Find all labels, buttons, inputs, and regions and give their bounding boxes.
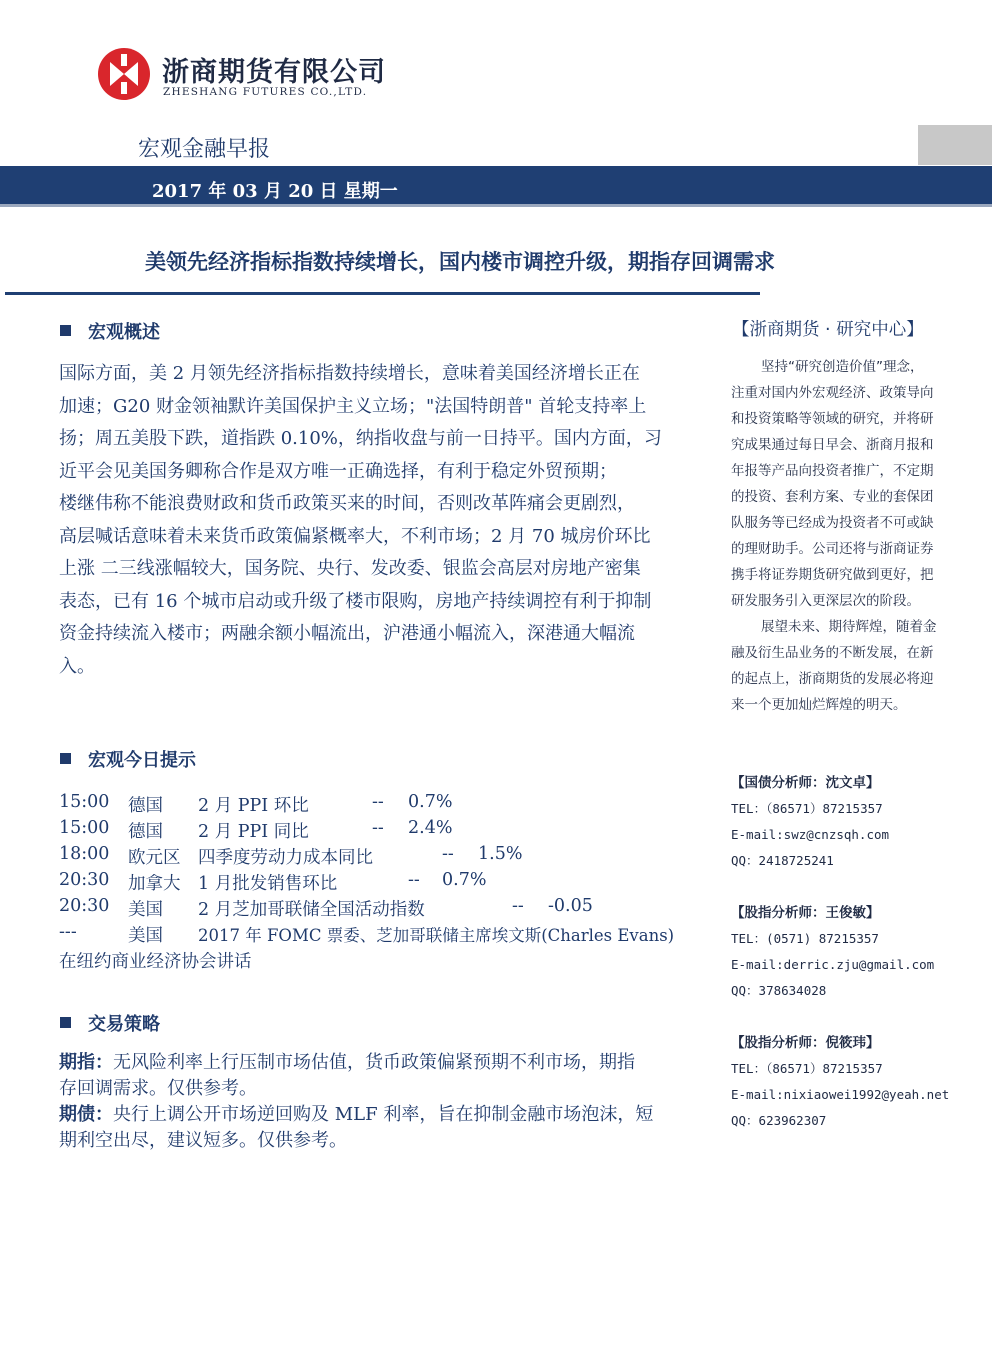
paragraph-line: 扬；周五美股下跌，道指跌 0.10%，纳指收盘与前一日持平。国内方面，习 [59,428,662,449]
sidebar-line: 坚持“研究创造价值”理念， [761,359,924,375]
analyst-email[interactable]: E-mail:swz@cnzsqh.com [731,827,890,842]
event-prev: -- [512,896,524,916]
event-region: 美国 [128,900,163,920]
sidebar-line: 研发服务引入更深层次的阶段。 [731,593,920,609]
paragraph-line: 资金持续流入楼市；两融余额小幅流出，沪港通小幅流入，深港通大幅流 [59,623,635,644]
sidebar-line: 的起点上，浙商期货的发展必将迎 [731,671,934,687]
event-region: 美国 [128,926,163,946]
analyst-card [731,770,889,874]
sidebar-line: 来一个更加灿烂辉煌的明天。 [731,697,907,713]
analyst-title: 【股指分析师：倪筱玮】 [731,1035,880,1051]
sidebar-line: 注重对国内外宏观经济、政策导向 [731,385,934,401]
event-name: 2 月芝加哥联储全国活动指数 [198,900,425,920]
event-value: 0.7% [442,870,487,890]
analyst-tel: TEL：（86571）87215357 [731,1061,883,1076]
sidebar-line: 和投资策略等领域的研究，并将研 [731,411,934,427]
sidebar-line: 队服务等已经成为投资者不可或缺 [731,515,934,531]
analyst-title: 【国债分析师：沈文卓】 [731,775,880,791]
event-prev: -- [442,844,454,864]
sidebar-line: 的理财助手。公司还将与浙商证券 [731,541,934,557]
sidebar-line: 究成果通过每日早会、浙商月报和 [731,437,934,453]
event-name: 2017 年 FOMC 票委、芝加哥联储主席埃文斯(Charles Evans) [198,926,675,945]
strategy-text: 期利空出尽，建议短多。仅供参考。 [59,1130,347,1151]
company-name-en: ZHESHANG FUTURES CO.,LTD. [163,86,368,98]
sidebar-title: 【浙商期货 · 研究中心】 [732,320,924,340]
sidebar-intro [731,354,961,718]
analyst-card [731,1030,949,1134]
event-region: 加拿大 [128,874,181,894]
event-name: 四季度劳动力成本同比 [198,848,373,868]
paragraph-line: 高层喊话意味着未来货币政策偏紧概率大，不利市场；2 月 70 城房价环比 [59,525,651,547]
sidebar-line: 展望未来、期待辉煌，随着金 [761,619,937,635]
event-time: 20:30 [59,896,110,916]
sidebar-line: 融及衍生品业务的不断发展，在新 [731,645,934,661]
event-value: 2.4% [408,818,453,838]
report-date: 2017 年 03 月 20 日 星期一 [152,181,398,202]
event-time: 18:00 [59,844,110,864]
sidebar-line: 的投资、套利方案、专业的套保团 [731,489,934,505]
event-region: 德国 [128,822,163,842]
section-header-strategy [60,1010,160,1036]
event-time: 15:00 [59,792,110,812]
strategy-text: 无风险利率上行压制市场估值，货币政策偏紧预期不利市场，期指 [113,1052,635,1073]
event-time: --- [59,922,77,942]
event-name: 2 月 PPI 环比 [198,796,309,816]
event-name: 2 月 PPI 同比 [198,822,309,842]
event-time: 15:00 [59,818,110,838]
event-value: 1.5% [478,844,523,864]
paragraph-line: 楼继伟称不能浪费财政和货币政策买来的时间，否则改革阵痛会更剧烈， [59,493,635,514]
strategy-label: 期债： [59,1104,113,1125]
analyst-qq: QQ：2418725241 [731,853,834,868]
event-region: 欧元区 [128,848,181,868]
event-prev: -- [372,818,384,838]
section-title: 宏观概述 [88,322,160,343]
sidebar-line: 携手将证券期货研究做到更好，把 [731,567,934,583]
strategy-item-bond-line [59,1102,653,1128]
overview-paragraph [59,358,662,683]
strategy-text: 存回调需求。仅供参考。 [59,1078,257,1099]
strategy-item-index-line [59,1050,653,1076]
paragraph-line: 加速；G20 财金领袖默许美国保护主义立场；"法国特朗普" 首轮支持率上 [59,395,647,417]
square-bullet-icon [60,325,71,336]
analyst-tel: TEL：（86571）87215357 [731,801,883,816]
paragraph-line: 近平会见美国务卿称合作是双方唯一正确选择，有利于稳定外贸预期； [59,460,617,482]
paragraph-line: 入。 [59,655,95,677]
analyst-card [731,900,934,1004]
paragraph-line: 国际方面，美 2 月领先经济指标指数持续增长，意味着美国经济增长正在 [59,363,640,384]
event-name: 1 月批发销售环比 [198,874,338,894]
sidebar-line: 年报等产品向投资者推广，不定期 [731,463,934,479]
analyst-qq: QQ：623962307 [731,1113,827,1128]
date-bar [0,166,992,207]
paragraph-line: 上涨 二三线涨幅较大，国务院、央行、发改委、银监会高层对房地产密集 [59,558,641,579]
company-name-cn: 浙商期货有限公司 [162,57,386,88]
headline-divider [5,292,760,295]
strategy-content [59,1050,653,1154]
event-continuation: 在纽约商业经济协会讲话 [59,952,252,972]
event-value: 0.7% [408,792,453,812]
analyst-email[interactable]: E-mail:nixiaowei1992@yeah.net [731,1087,950,1102]
analyst-title: 【股指分析师：王俊敏】 [731,905,880,921]
header-gray-block [918,125,992,165]
strategy-text: 央行上调公开市场逆回购及 MLF 利率，旨在抑制金融市场泡沫，短 [113,1104,654,1125]
section-header-today [60,746,196,772]
report-type-title: 宏观金融早报 [138,137,271,162]
section-title: 交易策略 [88,1014,160,1035]
section-header-overview [60,318,160,344]
event-prev: -- [372,792,384,812]
square-bullet-icon [60,1017,71,1028]
analyst-email[interactable]: E-mail:derric.zju@gmail.com [731,957,935,972]
analyst-qq: QQ：378634028 [731,983,827,998]
paragraph-line: 表态，已有 16 个城市启动或升级了楼市限购，房地产持续调控有利于抑制 [59,590,652,612]
headline: 美领先经济指标指数持续增长，国内楼市调控升级，期指存回调需求 [145,250,775,274]
event-value: -0.05 [548,896,593,916]
event-time: 20:30 [59,870,110,890]
event-region: 德国 [128,796,163,816]
zheshang-logo-icon [96,46,152,102]
square-bullet-icon [60,753,71,764]
event-prev: -- [408,870,420,890]
section-title: 宏观今日提示 [88,750,196,771]
analyst-tel: TEL：(0571) 87215357 [731,931,879,946]
strategy-label: 期指： [59,1052,113,1073]
